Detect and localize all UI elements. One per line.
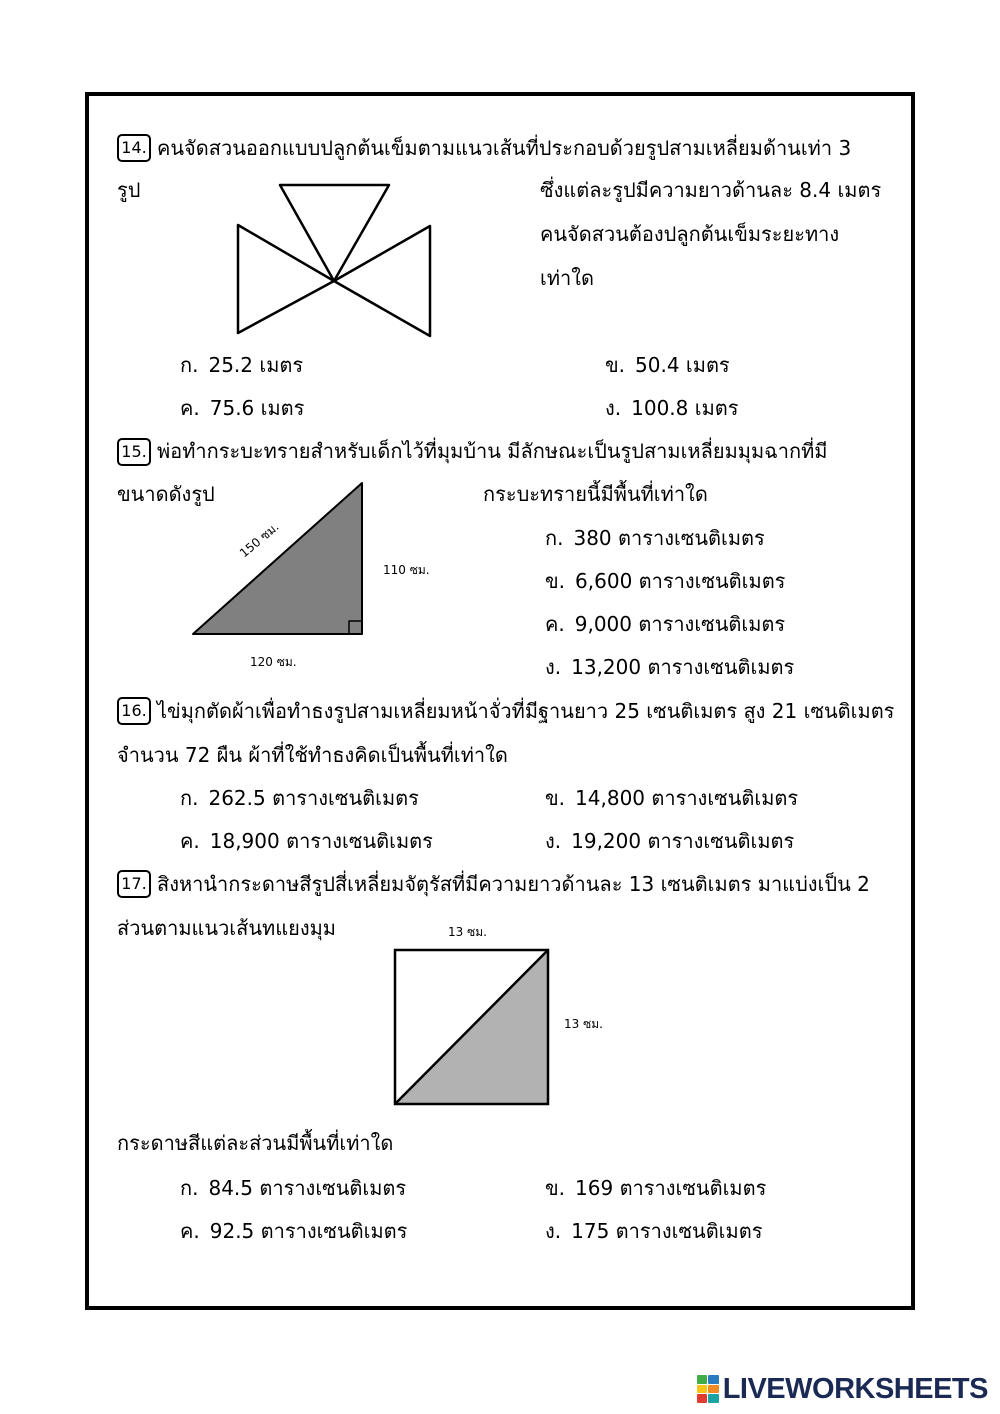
question-16-line-1: ไข่มุกตัดผ้าเพื่อทำธงรูปสามเหลี่ยมหน้าจั่วที่มีฐานยาว 25 เซนติเมตร สูง 21 เซนติเมตร: [157, 699, 895, 723]
option-text: 9,000 ตารางเซนติเมตร: [574, 612, 786, 636]
base-length-label: 120 ซม.: [250, 655, 297, 669]
option-label: ก.: [180, 1176, 199, 1200]
height-length-label: 110 ซม.: [383, 563, 430, 577]
question-14-side-line-1: ซึ่งแต่ละรูปมีความยาวด้านละ 8.4 เมตร: [540, 178, 882, 202]
question-17-line-2: ส่วนตามแนวเส้นทแยงมุม: [117, 916, 336, 940]
option-label: ค.: [180, 1219, 200, 1243]
logo-cell-icon: [708, 1375, 719, 1384]
question-16-option-b[interactable]: [545, 784, 798, 812]
logo-cell-icon: [697, 1385, 708, 1394]
option-text: 262.5 ตารางเซนติเมตร: [208, 786, 419, 810]
question-15-prompt: กระบะทรายนี้มีพื้นที่เท่าใด: [483, 482, 708, 506]
question-14-triangles-figure: [230, 178, 440, 343]
question-15-option-c[interactable]: [545, 610, 785, 638]
liveworksheets-logo-icon: [697, 1375, 719, 1403]
question-17-option-d[interactable]: [545, 1217, 762, 1245]
question-15-number: 15.: [117, 438, 151, 466]
question-17-option-b[interactable]: [545, 1174, 766, 1202]
question-17-option-c[interactable]: [180, 1217, 407, 1245]
option-text: 169 ตารางเซนติเมตร: [575, 1176, 767, 1200]
option-text: 92.5 ตารางเซนติเมตร: [209, 1219, 408, 1243]
hypotenuse-length-label: 150 ซม.: [236, 519, 282, 561]
question-15-right-triangle-figure: [185, 475, 370, 643]
top-equilateral-triangle: [280, 185, 389, 281]
question-14-option-c[interactable]: [180, 394, 304, 422]
option-label: ค.: [180, 829, 200, 853]
question-16-line-2: จำนวน 72 ผืน ผ้าที่ใช้ทำธงคิดเป็นพื้นที่เท่าใด: [117, 743, 508, 767]
question-15-option-b[interactable]: [545, 567, 785, 595]
question-16-option-a[interactable]: [180, 784, 419, 812]
option-label: ข.: [545, 569, 566, 593]
question-17-option-a[interactable]: [180, 1174, 406, 1202]
liveworksheets-logo-text: LIVEWORKSHEETS: [722, 1373, 988, 1405]
question-16-option-d[interactable]: [545, 827, 794, 855]
option-label: ง.: [545, 655, 562, 679]
option-text: 84.5 ตารางเซนติเมตร: [208, 1176, 407, 1200]
sandbox-right-triangle: [193, 483, 362, 634]
option-label: ค.: [545, 612, 565, 636]
logo-cell-icon: [708, 1394, 719, 1403]
question-16-number: 16.: [117, 697, 151, 725]
question-14-line-2: รูป: [117, 178, 141, 202]
option-label: ข.: [545, 1176, 566, 1200]
option-text: 75.6 เมตร: [209, 396, 305, 420]
question-15-line-1: พ่อทำกระบะทรายสำหรับเด็กไว้ที่มุมบ้าน มีลักษณะเป็นรูปสามเหลี่ยมมุมฉากที่มี: [157, 439, 828, 463]
option-label: ง.: [605, 396, 622, 420]
question-14-option-d[interactable]: [605, 394, 739, 422]
option-text: 6,600 ตารางเซนติเมตร: [575, 569, 786, 593]
question-15-option-a[interactable]: [545, 524, 765, 552]
question-15-option-d[interactable]: [545, 653, 794, 681]
question-17-prompt: กระดาษสีแต่ละส่วนมีพื้นที่เท่าใด: [117, 1131, 394, 1155]
right-equilateral-triangle: [334, 226, 430, 336]
question-14-option-a[interactable]: [180, 351, 303, 379]
question-17-number: 17.: [117, 870, 151, 898]
square-right-length-label: 13 ซม.: [564, 1017, 603, 1031]
question-17-line-1: สิงหานำกระดาษสีรูปสี่เหลี่ยมจัตุรัสที่มีความยาวด้านละ 13 เซนติเมตร มาแบ่งเป็น 2: [157, 872, 870, 896]
option-text: 50.4 เมตร: [635, 353, 730, 377]
question-16-option-c[interactable]: [180, 827, 433, 855]
option-text: 18,900 ตารางเซนติเมตร: [209, 829, 433, 853]
question-14-side-line-3: เท่าใด: [540, 266, 595, 290]
option-label: ก.: [180, 786, 199, 810]
question-14-option-b[interactable]: [605, 351, 730, 379]
question-17-square-figure: [390, 945, 555, 1110]
liveworksheets-logo[interactable]: [697, 1373, 988, 1405]
left-equilateral-triangle: [238, 225, 334, 333]
question-15-line-2: ขนาดดังรูป: [117, 482, 215, 506]
option-label: ค.: [180, 396, 200, 420]
option-text: 19,200 ตารางเซนติเมตร: [571, 829, 795, 853]
option-label: ข.: [545, 786, 566, 810]
option-text: 14,800 ตารางเซนติเมตร: [575, 786, 799, 810]
option-label: ก.: [180, 353, 199, 377]
question-14-line-1: คนจัดสวนออกแบบปลูกต้นเข็มตามแนวเส้นที่ประกอบด้วยรูปสามเหลี่ยมด้านเท่า 3: [157, 136, 852, 160]
question-14-side-line-2: คนจัดสวนต้องปลูกต้นเข็มระยะทาง: [540, 222, 840, 246]
option-text: 13,200 ตารางเซนติเมตร: [571, 655, 795, 679]
question-14-number: 14.: [117, 134, 151, 162]
option-text: 25.2 เมตร: [208, 353, 304, 377]
logo-cell-icon: [697, 1394, 708, 1403]
option-label: ง.: [545, 829, 562, 853]
option-text: 100.8 เมตร: [631, 396, 739, 420]
option-label: ก.: [545, 526, 564, 550]
option-text: 175 ตารางเซนติเมตร: [571, 1219, 763, 1243]
option-label: ง.: [545, 1219, 562, 1243]
option-label: ข.: [605, 353, 626, 377]
logo-cell-icon: [697, 1375, 708, 1384]
logo-cell-icon: [708, 1385, 719, 1394]
option-text: 380 ตารางเซนติเมตร: [573, 526, 765, 550]
square-top-length-label: 13 ซม.: [448, 925, 487, 939]
